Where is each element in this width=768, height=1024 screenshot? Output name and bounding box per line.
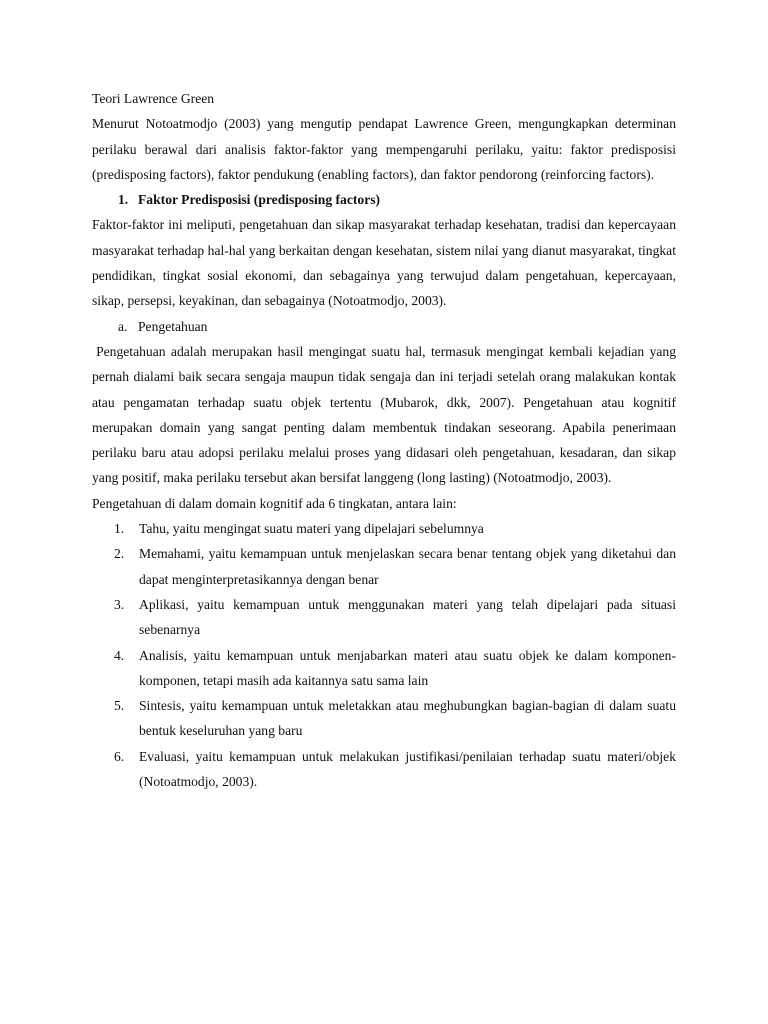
subsection-letter: a. bbox=[118, 318, 128, 334]
list-item-text: Tahu, yaitu mengingat suatu materi yang dipelajari sebelumnya bbox=[139, 521, 484, 537]
section-number: 1. bbox=[118, 192, 129, 208]
list-item bbox=[92, 592, 676, 643]
list-item-number: 2. bbox=[114, 546, 125, 562]
cognitive-levels-list bbox=[92, 516, 676, 794]
list-item-number: 1. bbox=[114, 521, 125, 537]
document-title: Teori Lawrence Green bbox=[92, 91, 215, 106]
section-1-paragraph: Faktor-faktor ini meliputi, pengetahuan dan sikap masyarakat terhadap kesehatan, tradisi dan kepercayaan masyarakat terhadap hal-hal yang berkaitan dengan kesehatan, sistem nilai yang dianut masyarakat, tingkat pendidikan, tingkat sosial ekonomi, dan sebagainya yang terwujud dalam pengetahuan, kepercayaan, sikap, persepsi, keyakinan, dan sebagainya (Notoatmodjo, 2003). bbox=[92, 217, 676, 309]
section-title: Faktor Predisposisi (predisposing factors) bbox=[138, 192, 381, 208]
section-heading-1 bbox=[92, 187, 676, 212]
list-item-text: Analisis, yaitu kemampuan untuk menjabarkan materi atau suatu objek ke dalam komponen-komponen, tetapi masih ada kaitannya satu sama lain bbox=[139, 647, 676, 688]
list-item bbox=[92, 693, 676, 744]
list-item bbox=[92, 516, 676, 541]
list-item-number: 6. bbox=[114, 748, 125, 764]
subsection-heading-a bbox=[92, 314, 676, 339]
list-item-text: Memahami, yaitu kemampuan untuk menjelaskan secara benar tentang objek yang diketahui dan dapat menginterpretasikannya dengan benar bbox=[139, 546, 676, 587]
list-item bbox=[92, 541, 676, 592]
list-item-text: Evaluasi, yaitu kemampuan untuk melakukan justifikasi/penilaian terhadap suatu materi/objek (Notoatmodjo, 2003). bbox=[139, 748, 676, 790]
list-item-number: 5. bbox=[114, 698, 125, 714]
list-item bbox=[92, 643, 676, 694]
subsection-title: Pengetahuan bbox=[138, 318, 208, 334]
list-item-number: 3. bbox=[114, 596, 125, 612]
list-item-number: 4. bbox=[114, 647, 125, 663]
list-item-text: Aplikasi, yaitu kemampuan untuk menggunakan materi yang telah dipelajari pada situasi sebenarnya bbox=[139, 596, 676, 638]
list-item bbox=[92, 744, 676, 795]
document-page bbox=[92, 86, 676, 794]
list-item-text: Sintesis, yaitu kemampuan untuk meletakkan atau meghubungkan bagian-bagian di dalam suatu bentuk keseluruhan yang baru bbox=[139, 698, 676, 739]
intro-paragraph: Menurut Notoatmodjo (2003) yang mengutip pendapat Lawrence Green, mengungkapkan determinan perilaku berawal dari analisis faktor-faktor yang mempengaruhi perilaku, yaitu: faktor predisposisi (predisposing factors), faktor pendukung (enabling factors), dan faktor pendorong (reinforcing factors). bbox=[92, 116, 676, 182]
list-intro: Pengetahuan di dalam domain kognitif ada 6 tingkatan, antara lain: bbox=[92, 495, 457, 511]
subsection-a-paragraph: Pengetahuan adalah merupakan hasil mengingat suatu hal, termasuk mengingat kembali kejadian yang pernah dialami baik secara sengaja maupun tidak sengaja dan ini terjadi setelah orang malakukan kontak atau pengamatan terhadap suatu objek tertentu (Mubarok, dkk, 2007). Pengetahuan atau kognitif merupakan domain yang sangat penting dalam membentuk tindakan seseorang. Apabila penerimaan perilaku baru atau adopsi perilaku melalui proses yang didasari oleh pengetahuan, kesadaran, dan sikap yang positif, maka perilaku tersebut akan bersifat langgeng (long lasting) (Notoatmodjo, 2003). bbox=[92, 343, 676, 486]
